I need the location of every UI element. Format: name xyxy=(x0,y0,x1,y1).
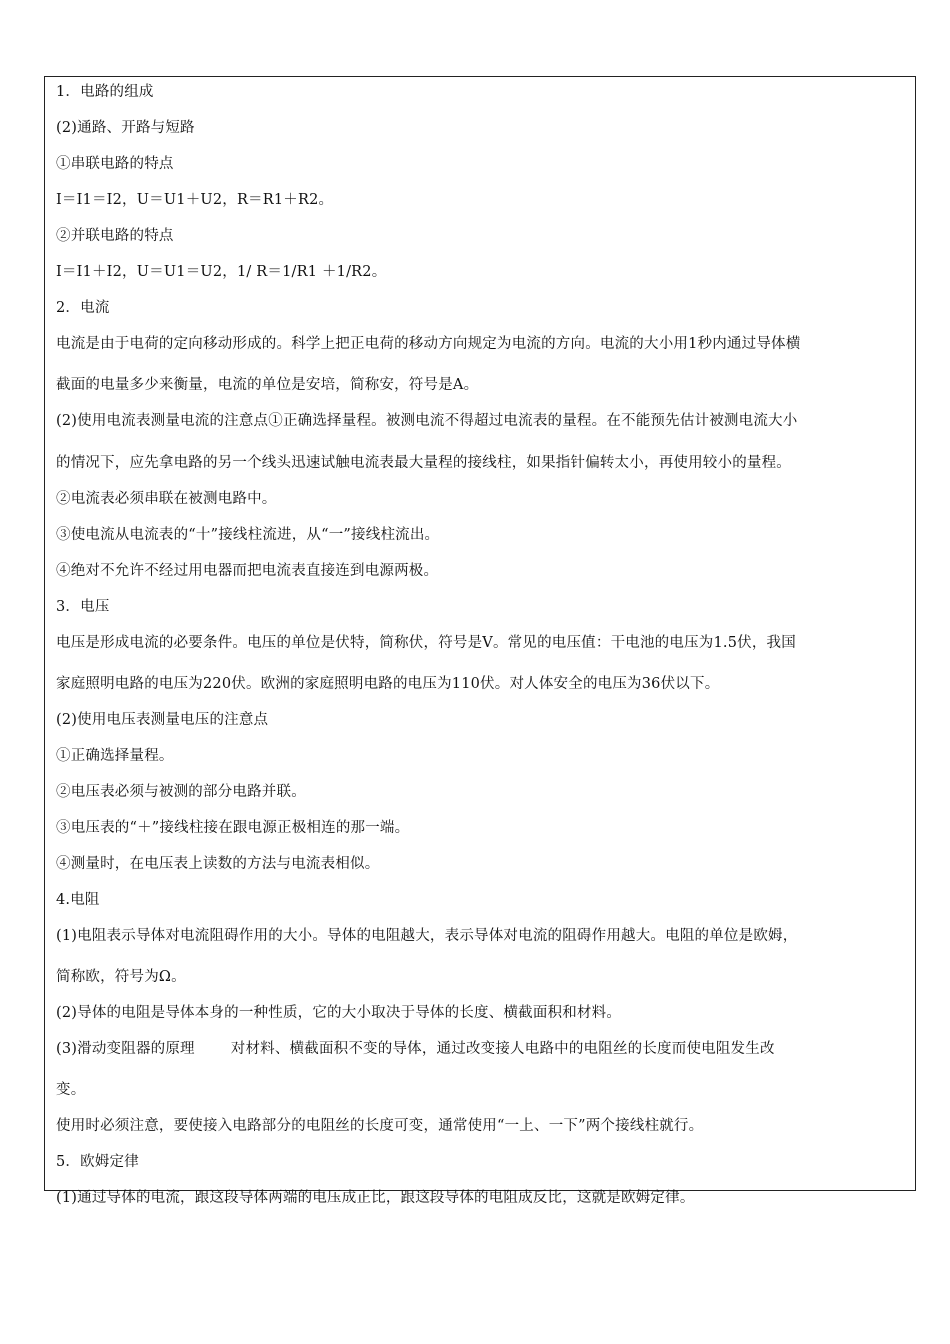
voltmeter-rule-parallel: ②电压表必须与被测的部分电路并联。 xyxy=(56,784,306,800)
ammeter-rule-no-direct-connection: ④绝对不允许不经过用电器而把电流表直接连到电源两极。 xyxy=(56,563,439,579)
resistance-definition-line-1: (1)电阻表示导体对电流阻碍作用的大小。导体的电阻越大，表示导体对电流的阻碍作用越大。电阻的单位是欧姆， xyxy=(56,928,798,944)
voltmeter-rule-terminal: ③电压表的“＋”接线柱接在跟电源正极相连的那一端。 xyxy=(56,820,410,836)
parallel-circuit-heading: ②并联电路的特点 xyxy=(56,228,174,244)
ammeter-rule-terminals: ③使电流从电流表的“十”接线柱流进，从“一”接线柱流出。 xyxy=(56,527,440,543)
voltage-definition-line-1: 电压是形成电流的必要条件。电压的单位是伏特，简称伏，符号是V。常见的电压值：干电池的电压为1.5伏，我国 xyxy=(56,635,796,651)
rheostat-principle-line-2: 变。 xyxy=(56,1082,86,1098)
voltmeter-rule-range: ①正确选择量程。 xyxy=(56,748,174,764)
subheading-circuit-states: (2)通路、开路与短路 xyxy=(56,120,195,136)
parallel-circuit-formula: I＝I1＋I2，U＝U1＝U2，1/ R＝1/R1 ＋1/R2。 xyxy=(56,264,387,280)
rheostat-principle-text: 对材料、横截面积不变的导体，通过改变接人电路中的电阻丝的长度而使电阻发生改 xyxy=(230,1041,775,1057)
series-circuit-heading: ①串联电路的特点 xyxy=(56,156,174,172)
ammeter-notes-line-1: (2)使用电流表测量电流的注意点①正确选择量程。被测电流不得超过电流表的量程。在不能预先估计被测电流大小 xyxy=(56,413,798,429)
rheostat-usage-note: 使用时必须注意，要使接入电路部分的电阻丝的长度可变，通常使用“一上、一下”两个接线柱就行。 xyxy=(56,1118,704,1134)
ammeter-notes-line-2: 的情况下，应先拿电路的另一个线头迅速试触电流表最大量程的接线柱，如果指针偏转太小，再使用较小的量程。 xyxy=(56,455,791,471)
section-heading-circuit-composition: 1．电路的组成 xyxy=(56,84,154,100)
rheostat-principle-label: (3)滑动变阻器的原理 xyxy=(56,1041,195,1057)
section-heading-current: 2．电流 xyxy=(56,300,110,316)
ammeter-rule-series: ②电流表必须串联在被测电路中。 xyxy=(56,491,277,507)
resistance-property: (2)导体的电阻是导体本身的一种性质，它的大小取决于导体的长度、横截面积和材料。 xyxy=(56,1005,622,1021)
rheostat-principle-line-1 xyxy=(56,1040,775,1058)
current-definition-line-2: 截面的电量多少来衡量，电流的单位是安培，简称安，符号是A。 xyxy=(56,377,479,393)
voltage-definition-line-2: 家庭照明电路的电压为220伏。欧洲的家庭照明电路的电压为110伏。对人体安全的电压为36伏以下。 xyxy=(56,676,720,692)
voltmeter-notes-heading: (2)使用电压表测量电压的注意点 xyxy=(56,712,269,728)
resistance-definition-line-2: 简称欧，符号为Ω。 xyxy=(56,969,186,985)
ohms-law-statement: (1)通过导体的电流，跟这段导体两端的电压成正比，跟这段导体的电阻成反比，这就是欧姆定律。 xyxy=(56,1190,695,1206)
section-heading-resistance: 4.电阻 xyxy=(56,892,100,908)
section-heading-ohms-law: 5．欧姆定律 xyxy=(56,1154,139,1170)
series-circuit-formula: I＝I1＝I2，U＝U1＋U2，R＝R1＋R2。 xyxy=(56,192,334,208)
current-definition-line-1: 电流是由于电荷的定向移动形成的。科学上把正电荷的移动方向规定为电流的方向。电流的大小用1秒内通过导体横 xyxy=(56,336,801,352)
voltmeter-rule-reading: ④测量时，在电压表上读数的方法与电流表相似。 xyxy=(56,856,380,872)
section-heading-voltage: 3．电压 xyxy=(56,599,110,615)
